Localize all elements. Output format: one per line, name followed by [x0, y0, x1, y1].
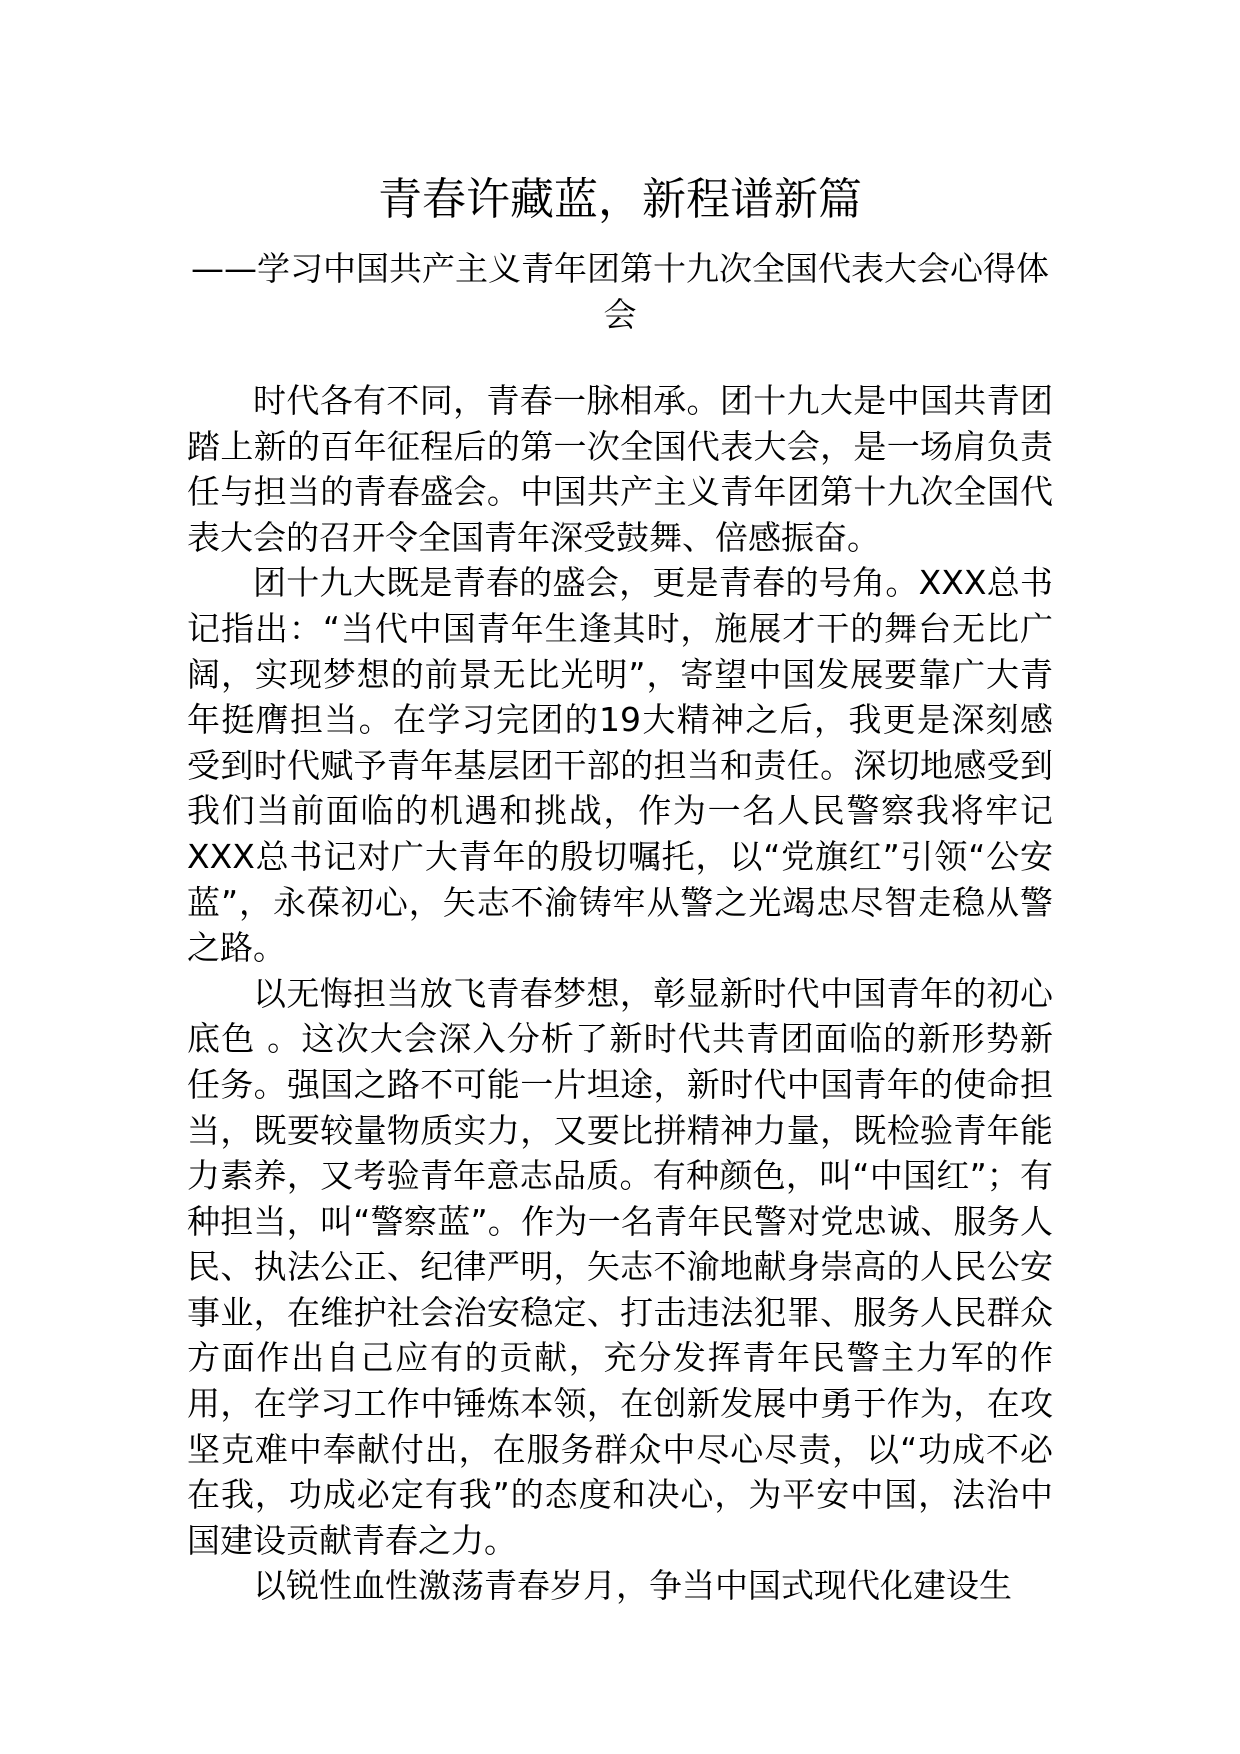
- paragraph-1: 时代各有不同，青春一脉相承。团十九大是中国共青团踏上新的百年征程后的第一次全国代表大会，是一场肩负责任与担当的青春盛会。中国共产主义青年团第十九次全国代表大会的召开令全国青年深受鼓舞、倍感振奋。: [187, 381, 1053, 557]
- document-title: 青春许藏蓝，新程谱新篇: [378, 174, 862, 225]
- document-body: [187, 378, 1053, 1609]
- paragraph-4: 以锐性血性激荡青春岁月，争当中国式现代化建设生: [253, 1566, 1012, 1606]
- document-subtitle: ——学习中国共产主义青年团第十九次全国代表大会心得体会: [191, 249, 1049, 334]
- paragraph-3: 以无悔担当放飞青春梦想，彰显新时代中国青年的初心底色 。这次大会深入分析了新时代共青团面临的新形势新任务。强国之路不可能一片坦途，新时代中国青年的使命担当，既要较量物质实力，又要比拼精神力量，既检验青年能力素养，又考验青年意志品质。有种颜色，叫“中国红”；有种担当，叫“警察蓝”。作为一名青年民警对党忠诚、服务人民、执法公正、纪律严明，矢志不渝地献身崇高的人民公安事业，在维护社会治安稳定、打击违法犯罪、服务人民群众方面作出自己应有的贡献，充分发挥青年民警主力军的作用，在学习工作中锤炼本领，在创新发展中勇于作为，在攻坚克难中奉献付出，在服务群众中尽心尽责，以“功成不必在我，功成必定有我”的态度和决心，为平安中国，法治中国建设贡献青春之力。: [187, 973, 1053, 1560]
- paragraph-2: 团十九大既是青春的盛会，更是青春的号角。XXX总书记指出：“当代中国青年生逢其时，施展才干的舞台无比广阔，实现梦想的前景无比光明”，寄望中国发展要靠广大青年挺膺担当。在学习完团的19大精神之后，我更是深刻感受到时代赋予青年基层团干部的担当和责任。深切地感受到我们当前面临的机遇和挑战，作为一名人民警察我将牢记XXX总书记对广大青年的殷切嘱托，以“党旗红”引领“公安蓝”，永葆初心，矢志不渝铸牢从警之光竭忠尽智走稳从警之路。: [187, 563, 1053, 968]
